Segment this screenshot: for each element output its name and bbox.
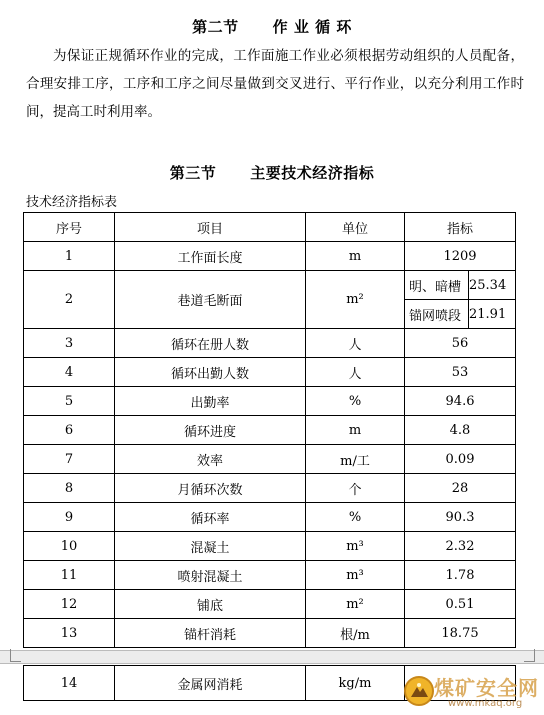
- row-no: 5: [24, 387, 115, 416]
- row-item: 工作面长度: [115, 242, 306, 271]
- row-item: 混凝土: [115, 532, 306, 561]
- sub-value: 25.34: [469, 271, 516, 300]
- row-value: 56: [405, 329, 516, 358]
- row-no: 13: [24, 619, 115, 648]
- row-value: 53: [405, 358, 516, 387]
- row-unit: kg/m: [306, 666, 405, 701]
- row-unit: 根/m: [306, 619, 405, 648]
- table-row: [24, 416, 516, 445]
- row-item: 循环出勤人数: [115, 358, 306, 387]
- table-row: [24, 329, 516, 358]
- page-break-separator: [0, 650, 544, 664]
- row-unit: m²: [306, 590, 405, 619]
- table-row: [24, 532, 516, 561]
- row-no: 7: [24, 445, 115, 474]
- row-value: 0.51: [405, 590, 516, 619]
- row-item: 效率: [115, 445, 306, 474]
- row-item: 金属网消耗: [115, 666, 306, 701]
- row-value: 1.78: [405, 561, 516, 590]
- row-value: 90.3: [405, 503, 516, 532]
- section-2-heading: [0, 16, 544, 37]
- row-unit: %: [306, 503, 405, 532]
- row-unit: m²: [306, 271, 405, 329]
- page-corner-mark-left: [10, 649, 21, 662]
- row-unit: 个: [306, 474, 405, 503]
- table-row: [24, 358, 516, 387]
- row-value: 18.75: [405, 619, 516, 648]
- row-no: 10: [24, 532, 115, 561]
- table-row: [24, 503, 516, 532]
- row-item: 循环在册人数: [115, 329, 306, 358]
- row-item: 喷射混凝土: [115, 561, 306, 590]
- row-no: 3: [24, 329, 115, 358]
- row-unit: m³: [306, 561, 405, 590]
- header-indicator: 指标: [405, 213, 516, 242]
- site-watermark: [404, 670, 542, 714]
- section-3-title: 主要技术经济指标: [250, 164, 375, 182]
- row-no: 1: [24, 242, 115, 271]
- row-value: 0.09: [405, 445, 516, 474]
- sub-value: 21.91: [469, 300, 516, 329]
- header-unit: 单位: [306, 213, 405, 242]
- row-value: 28: [405, 474, 516, 503]
- table-row: [24, 271, 516, 300]
- table-row: [24, 619, 516, 648]
- row-value: 1209: [405, 242, 516, 271]
- section-2-title: 作 业 循 环: [272, 18, 352, 36]
- row-no: 9: [24, 503, 115, 532]
- table-row: [24, 445, 516, 474]
- section-2-number: 第二节: [192, 18, 239, 36]
- table-row: [24, 474, 516, 503]
- watermark-url: www.mkaq.org: [448, 698, 523, 709]
- table-row: [24, 590, 516, 619]
- row-unit: m: [306, 416, 405, 445]
- table-row: [24, 561, 516, 590]
- row-no: 4: [24, 358, 115, 387]
- row-item: 循环率: [115, 503, 306, 532]
- body-paragraph: 为保证正规循环作业的完成，工作面施工作业必须根据劳动组织的人员配备，合理安排工序，工序和工序之间尽量做到交叉进行、平行作业，以充分利用工作时间，提高工时利用率。: [26, 48, 524, 120]
- header-item: 项目: [115, 213, 306, 242]
- row-unit: m/工: [306, 445, 405, 474]
- row-value: 2.32: [405, 532, 516, 561]
- row-no: 6: [24, 416, 115, 445]
- row-unit: m: [306, 242, 405, 271]
- mine-logo-icon: [404, 676, 434, 706]
- row-unit: 人: [306, 358, 405, 387]
- row-no: 14: [24, 666, 115, 701]
- row-unit: 人: [306, 329, 405, 358]
- row-item: 出勤率: [115, 387, 306, 416]
- row-no: 11: [24, 561, 115, 590]
- page-corner-mark-right: [524, 649, 535, 662]
- row-item: 锚杆消耗: [115, 619, 306, 648]
- indicator-table: [23, 212, 516, 648]
- sub-label: 明、暗槽: [405, 271, 469, 300]
- section-3-number: 第三节: [169, 164, 217, 182]
- table-row: [24, 387, 516, 416]
- table-caption: 技术经济指标表: [26, 195, 118, 210]
- row-unit: m³: [306, 532, 405, 561]
- watermark-text: 煤矿安全网: [434, 676, 539, 700]
- section-3-heading: [0, 162, 544, 183]
- row-no: 12: [24, 590, 115, 619]
- row-no: 8: [24, 474, 115, 503]
- row-unit: %: [306, 387, 405, 416]
- row-value: 94.6: [405, 387, 516, 416]
- row-item: 循环进度: [115, 416, 306, 445]
- row-value: 4.8: [405, 416, 516, 445]
- row-no: 2: [24, 271, 115, 329]
- sub-label: 锚网喷段: [405, 300, 469, 329]
- row-item: 月循环次数: [115, 474, 306, 503]
- row-item: 铺底: [115, 590, 306, 619]
- header-no: 序号: [24, 213, 115, 242]
- row-item: 巷道毛断面: [115, 271, 306, 329]
- table-row: [24, 242, 516, 271]
- table-header-row: [24, 213, 516, 242]
